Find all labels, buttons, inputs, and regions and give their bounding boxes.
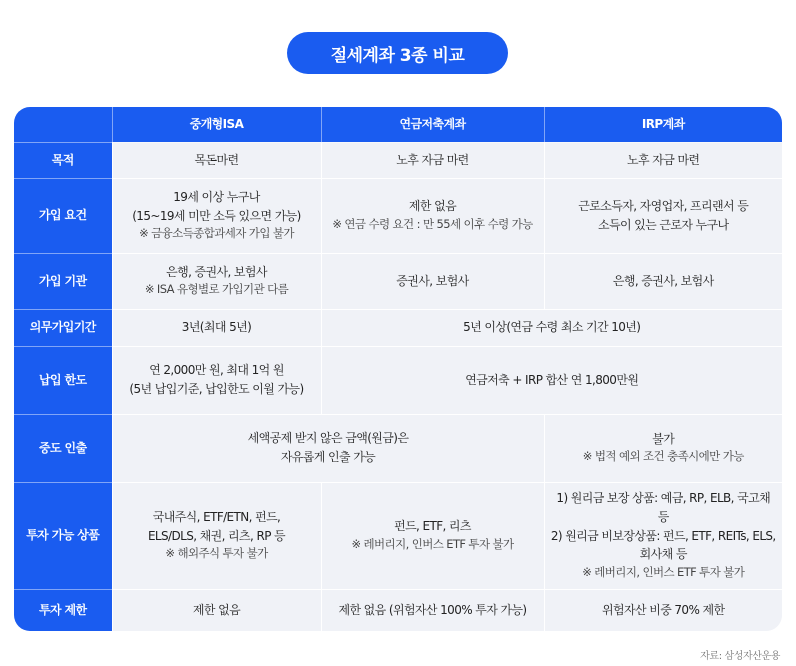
text-line: 2) 원리금 비보장상품: 펀드, ETF, REITs, ELS,	[550, 528, 776, 543]
page-title: 절세계좌 3종 비교	[287, 32, 508, 74]
cell-restriction-irp: 위험자산 비중 70% 제한	[544, 589, 782, 631]
text-line: (5년 납입기준, 납입한도 이월 가능)	[129, 382, 304, 396]
text-line: 연 2,000만 원, 최대 1억 원	[149, 363, 284, 378]
cell-restriction-pension: 제한 없음 (위험자산 100% 투자 가능)	[321, 589, 544, 631]
text-line: 근로소득자, 자영업자, 프리랜서 등	[578, 198, 749, 213]
row-restriction	[14, 589, 782, 631]
note-line: ※ 법적 예외 조건 충족시에만 가능	[582, 449, 744, 464]
note-line: ※ 레버리지, 인버스 ETF 투자 불가	[582, 564, 745, 579]
row-label-eligibility: 가입 요건	[14, 178, 112, 253]
row-label-institution: 가입 기관	[14, 253, 112, 309]
note-line: ※ 연금 수령 요건 : 만 55세 이후 수령 가능	[332, 216, 533, 231]
text-line: 제한 없음	[408, 199, 457, 214]
row-products	[14, 482, 782, 589]
cell-withdrawal-isa-pension	[112, 414, 544, 482]
cell-withdrawal-irp	[544, 414, 782, 482]
note-line: ※ 해외주식 투자 불가	[165, 546, 268, 561]
note-line: ※ 금융소득종합과세자 가입 불가	[139, 226, 294, 241]
row-institution	[14, 253, 782, 309]
cell-eligibility-irp	[544, 178, 782, 253]
row-label-purpose: 목적	[14, 142, 112, 178]
row-label-products: 투자 가능 상품	[14, 482, 112, 589]
text-line: 1) 원리금 보장 상품: 예금, RP, ELB, 국고채 등	[556, 491, 771, 524]
header-pension: 연금저축계좌	[321, 107, 544, 142]
cell-products-isa	[112, 482, 321, 589]
comparison-table	[14, 107, 782, 631]
cell-period-pension-irp: 5년 이상(연금 수령 최소 기간 10년)	[321, 309, 782, 346]
cell-eligibility-isa	[112, 178, 321, 253]
cell-institution-isa	[112, 253, 321, 309]
cell-purpose-pension: 노후 자금 마련	[321, 142, 544, 178]
row-eligibility	[14, 178, 782, 253]
cell-period-isa: 3년(최대 5년)	[112, 309, 321, 346]
header-empty	[14, 107, 112, 142]
row-label-restriction: 투자 제한	[14, 589, 112, 631]
text-line: 회사채 등	[639, 547, 687, 562]
row-mandatory-period	[14, 309, 782, 346]
text-line: 펀드, ETF, 리츠	[394, 519, 471, 534]
text-line: 19세 이상 누구나	[173, 190, 260, 204]
row-payment-limit	[14, 346, 782, 414]
row-label-payment-limit: 납입 한도	[14, 346, 112, 414]
text-line: 자유롭게 인출 가능	[280, 450, 376, 464]
row-label-withdrawal: 중도 인출	[14, 414, 112, 482]
header-row	[14, 107, 782, 142]
cell-limit-isa	[112, 346, 321, 414]
header-irp: IRP계좌	[544, 107, 782, 142]
cell-products-irp	[544, 482, 782, 589]
text-line: 불가	[652, 431, 675, 446]
row-withdrawal	[14, 414, 782, 482]
text-line: 소득이 있는 근로자 누구나	[597, 217, 729, 232]
text-line: 세액공제 받지 않은 금액(원금)은	[247, 431, 409, 446]
cell-eligibility-pension	[321, 178, 544, 253]
cell-purpose-isa: 목돈마련	[112, 142, 321, 178]
cell-products-pension	[321, 482, 544, 589]
note-line: ※ ISA 유형별로 가입기관 다름	[144, 282, 289, 297]
text-line: 국내주식, ETF/ETN, 펀드,	[152, 510, 281, 524]
text-line: (15~19세 미만 소득 있으면 가능)	[132, 208, 301, 223]
text-line: ELS/DLS, 채권, 리츠, RP 등	[147, 528, 286, 543]
text-line: 은행, 증권사, 보험사	[166, 264, 267, 279]
note-line: ※ 레버리지, 인버스 ETF 투자 불가	[351, 536, 514, 551]
cell-restriction-isa: 제한 없음	[112, 589, 321, 631]
source-note: 자료: 삼성자산운용	[700, 651, 780, 662]
cell-institution-pension: 증권사, 보험사	[321, 253, 544, 309]
cell-limit-pension-irp: 연금저축 + IRP 합산 연 1,800만원	[321, 346, 782, 414]
header-isa: 중개형ISA	[112, 107, 321, 142]
row-purpose	[14, 142, 782, 178]
cell-purpose-irp: 노후 자금 마련	[544, 142, 782, 178]
cell-institution-irp: 은행, 증권사, 보험사	[544, 253, 782, 309]
row-label-mandatory-period: 의무가입기간	[14, 309, 112, 346]
